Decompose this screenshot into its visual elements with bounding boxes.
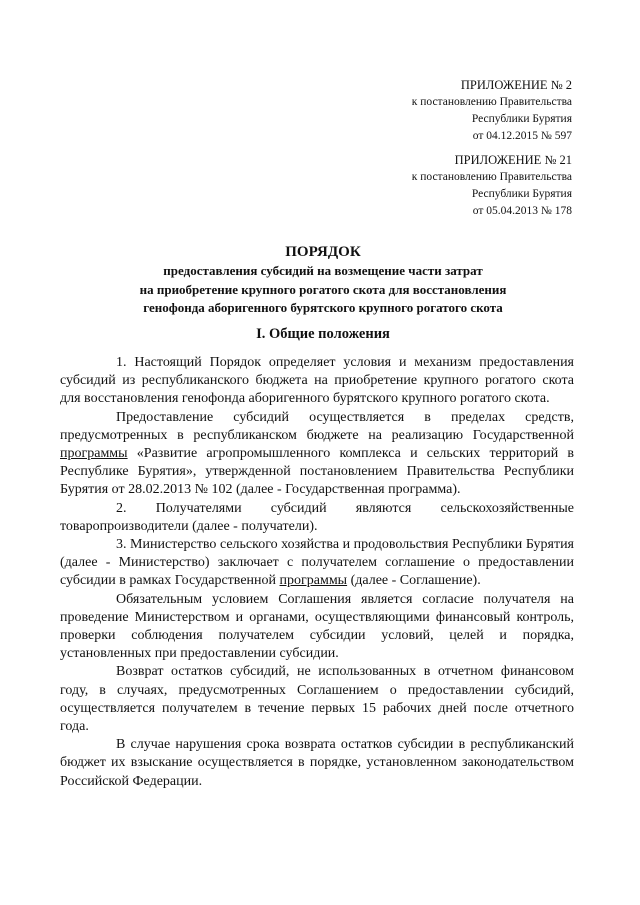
paragraph-4 xyxy=(60,536,574,591)
paragraph-text: (далее - Соглашение). xyxy=(347,573,481,589)
annex-header-2 xyxy=(412,152,572,220)
annex-header-1 xyxy=(412,77,572,145)
paragraph-text: «Развитие агропромышленного комплекса и сельских территорий в Республике Бурятия», утвержденной постановлением Правительства Республики Бурятия от 28.02.2013 № 102 (далее - Государственная программа). xyxy=(60,446,574,498)
annex-line: Республики Бурятия xyxy=(471,113,572,125)
annex-title: ПРИЛОЖЕНИЕ № 2 xyxy=(460,78,572,92)
paragraph-text: Предоставление субсидий осуществляется в пределах средств, предусмотренных в республиканском бюджете на реализацию Государственной xyxy=(60,409,574,443)
annex-line: от 05.04.2013 № 178 xyxy=(472,205,572,217)
document-title: ПОРЯДОК xyxy=(285,244,361,260)
paragraph-6: Возврат остатков субсидий, не использованных в отчетном финансовом году, в случаях, предусмотренных Соглашением о предоставлении субсидий, осуществляется получателем в течение первых 15 рабочих дней после отчетного года. xyxy=(60,664,574,735)
annex-line: от 04.12.2015 № 597 xyxy=(472,130,572,142)
paragraph-7: В случае нарушения срока возврата остатков субсидии в республиканский бюджет их взыскание осуществляется в порядке, установленном законодательством Российской Федерации. xyxy=(60,737,574,789)
document-subtitle xyxy=(70,262,576,318)
document-title-block xyxy=(70,243,576,318)
subtitle-line: генофонда аборигенного бурятского крупного рогатого скота xyxy=(143,300,503,315)
paragraph-2 xyxy=(60,409,574,500)
program-link[interactable]: программы xyxy=(279,573,348,589)
paragraph-5: Обязательным условием Соглашения является согласие получателя на проведение Министерством и органами, осуществляющими финансовый контроль, проверки соблюдения получателем субсидии условий, целей и порядка, установленных при предоставлении субсидии. xyxy=(60,591,574,662)
annex-line: к постановлению Правительства xyxy=(411,96,572,108)
program-link[interactable]: программы xyxy=(60,446,128,462)
annex-line: Республики Бурятия xyxy=(471,188,572,200)
document-body xyxy=(60,354,574,791)
paragraph-3: 2. Получателями субсидий являются сельскохозяйственные товаропроизводители (далее - получатели). xyxy=(60,500,574,534)
section-title: I. Общие положения xyxy=(256,326,390,342)
annex-title: ПРИЛОЖЕНИЕ № 21 xyxy=(454,153,572,167)
paragraph-text: 3. Министерство сельского хозяйства и продовольствия Республики Бурятия (далее - Министерство) заключает с получателем соглашение о предоставлении субсидии в рамках Государственной xyxy=(60,537,574,589)
subtitle-line: предоставления субсидий на возмещение части затрат xyxy=(163,263,483,278)
paragraph-1: 1. Настоящий Порядок определяет условия и механизм предоставления субсидий из республиканского бюджета на приобретение крупного рогатого скота для восстановления генофонда аборигенного бурятского крупного рогатого скота. xyxy=(60,355,574,407)
subtitle-line: на приобретение крупного рогатого скота для восстановления xyxy=(139,281,507,297)
annex-line: к постановлению Правительства xyxy=(411,171,572,183)
